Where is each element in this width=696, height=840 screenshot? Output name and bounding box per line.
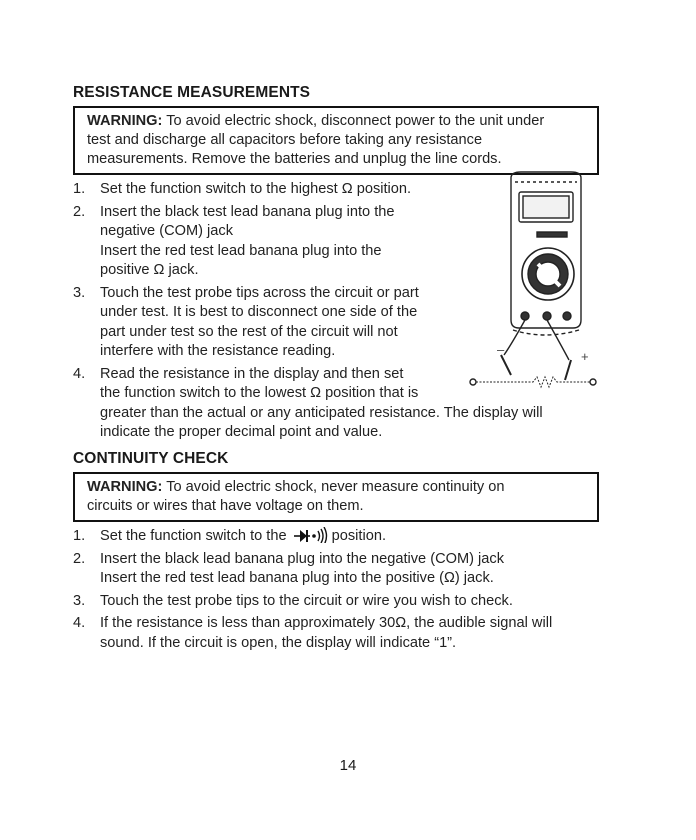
- list-item: [73, 592, 552, 612]
- step-number: 2.: [73, 203, 86, 220]
- step-text-line: interfere with the resistance reading.: [100, 343, 336, 359]
- diode-continuity-icon: [293, 527, 331, 543]
- warning-text-line: circuits or wires that have voltage on them.: [87, 498, 364, 514]
- step-text-line: greater than the actual or any anticipated resistance. The display will: [100, 404, 543, 421]
- step-text-line: Insert the red test lead banana plug into the: [100, 242, 382, 259]
- step-text-line: Read the resistance in the display and then set: [100, 365, 404, 382]
- warning-text-line: To avoid electric shock, disconnect power to the unit under: [166, 113, 545, 129]
- step-text-line: the function switch to the lowest Ω position that is: [100, 385, 419, 401]
- warning-text-line: test and discharge all capacitors before taking any resistance: [87, 132, 483, 148]
- continuity-steps: [73, 527, 552, 653]
- step-text-line: Set the function switch to the highest Ω position.: [100, 181, 412, 197]
- step-number: 1.: [73, 181, 86, 197]
- step-text: Set the function switch to the: [100, 528, 287, 544]
- step-text-line: negative (COM) jack: [100, 223, 234, 239]
- warning-text-line: To avoid electric shock, never measure continuity on: [166, 479, 505, 495]
- warning-text-line: measurements. Remove the batteries and unplug the line cords.: [87, 151, 502, 167]
- step-number: 3.: [73, 284, 86, 301]
- page-number: 14: [339, 757, 357, 774]
- step-text-line: Touch the test probe tips across the circuit or part: [100, 284, 419, 301]
- step-text-line: part under test so the rest of the circuit will not: [100, 323, 398, 340]
- plus-label: +: [581, 349, 589, 364]
- step-text-line: Insert the black test lead banana plug into the: [100, 203, 395, 220]
- warning-box-resistance: [73, 106, 599, 175]
- step-text-line: Insert the black lead banana plug into the negative (COM) jack: [100, 550, 504, 567]
- section-heading-resistance: RESISTANCE MEASUREMENTS: [73, 84, 311, 101]
- step-number: 1.: [73, 528, 86, 544]
- step-text-line: under test. It is best to disconnect one side of the: [100, 304, 418, 320]
- minus-label: –: [497, 342, 505, 357]
- multimeter-illustration: [441, 170, 601, 400]
- step-number: 4.: [73, 365, 86, 382]
- step-number: 4.: [73, 615, 86, 631]
- step-text-line: indicate the proper decimal point and value.: [100, 424, 383, 440]
- step-text-line: If the resistance is less than approximately 30Ω, the audible signal will: [100, 615, 553, 631]
- step-number: 2.: [73, 550, 86, 567]
- step-number: 3.: [73, 592, 86, 609]
- step-text-line: Insert the red test lead banana plug into the positive (Ω) jack.: [100, 570, 494, 586]
- list-item: [73, 614, 552, 653]
- step-text-line: sound. If the circuit is open, the display will indicate “1”.: [100, 634, 457, 651]
- warning-label: WARNING:: [87, 479, 163, 495]
- list-item: [73, 550, 552, 589]
- step-text-line: positive Ω jack.: [100, 262, 199, 278]
- warning-label: WARNING:: [87, 113, 163, 129]
- step-text-line: Touch the test probe tips to the circuit or wire you wish to check.: [100, 592, 513, 609]
- step-text: position.: [331, 528, 387, 544]
- warning-box-continuity: [73, 472, 599, 522]
- list-item: [73, 527, 552, 547]
- section-heading-continuity: CONTINUITY CHECK: [73, 450, 229, 467]
